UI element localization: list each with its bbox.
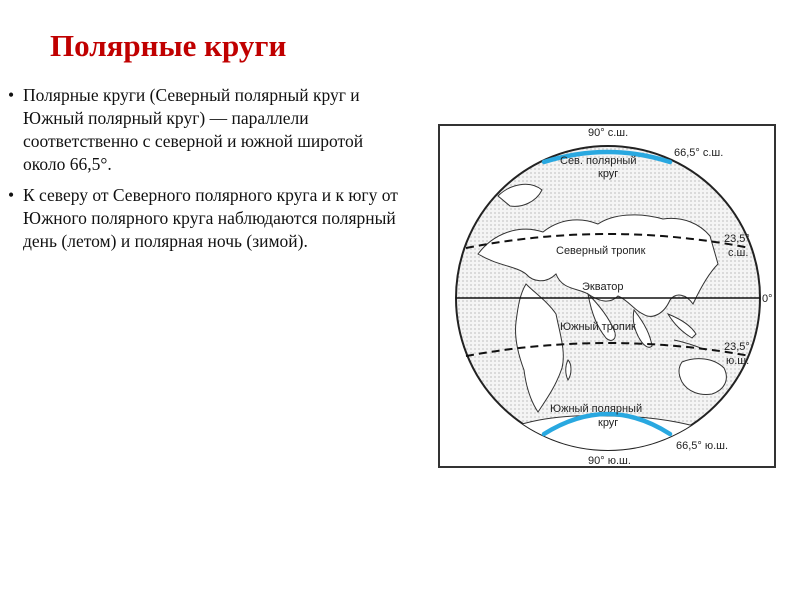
- globe-diagram: [438, 124, 776, 468]
- label-equator-lat: 0°: [762, 293, 773, 305]
- bullet-list: [8, 84, 408, 261]
- label-south-pole: 90° ю.ш.: [588, 455, 631, 467]
- label-tropic-cancer-lat2: с.ш.: [728, 247, 749, 259]
- label-tropic-capricorn: Южный тропик: [560, 321, 636, 333]
- label-antarctic-lat: 66,5° ю.ш.: [676, 440, 729, 452]
- label-arctic-circle-line2: круг: [598, 168, 619, 180]
- bullet-icon: •: [8, 185, 15, 205]
- label-tropic-capricorn-lat2: ю.ш.: [726, 355, 750, 367]
- label-north-pole: 90° с.ш.: [588, 127, 629, 139]
- label-tropic-cancer-lat1: 23,5°: [724, 233, 750, 245]
- label-arctic-circle-line1: Сев. полярный: [560, 155, 637, 167]
- bullet-icon: •: [8, 85, 15, 105]
- bullet-item: [8, 84, 408, 176]
- globe-figure: [438, 124, 776, 468]
- label-antarctic-circle-line2: круг: [598, 417, 619, 429]
- bullet-item: [8, 184, 408, 253]
- label-arctic-lat: 66,5° с.ш.: [674, 147, 724, 159]
- label-equator: Экватор: [582, 281, 624, 293]
- slide-title: Полярные круги: [50, 28, 287, 63]
- label-antarctic-circle-line1: Южный полярный: [550, 403, 643, 415]
- label-tropic-capricorn-lat1: 23,5°: [724, 341, 750, 353]
- bullet-text: Полярные круги (Северный полярный круг и Южный полярный круг) — параллели соответственно с северной и южной широтой около 66,5°.: [23, 85, 364, 174]
- label-tropic-cancer: Северный тропик: [556, 245, 646, 257]
- bullet-text: К северу от Северного полярного круга и к югу от Южного полярного круга наблюдаются полярный день (летом) и полярная ночь (зимой).: [23, 185, 398, 251]
